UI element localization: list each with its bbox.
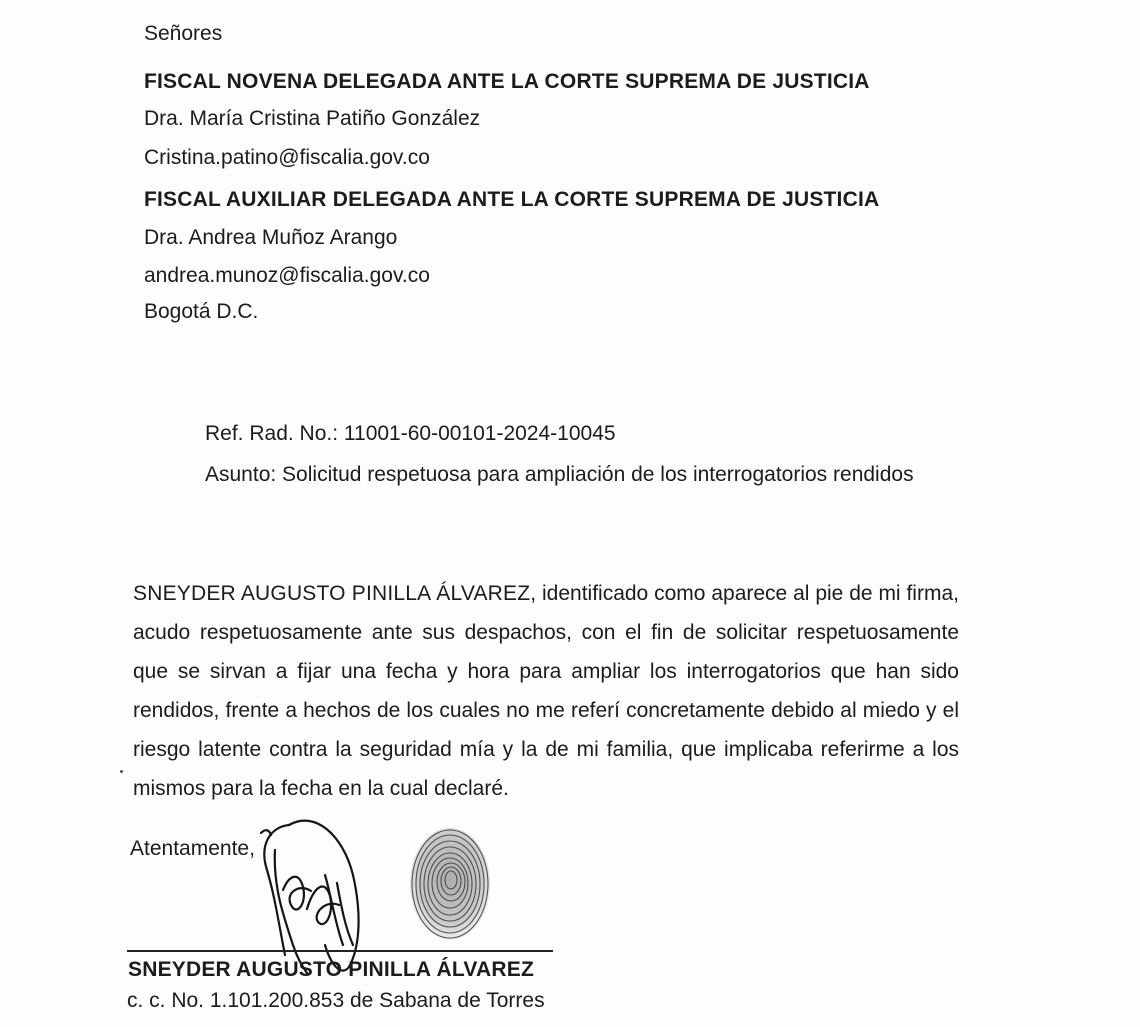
body-paragraph: [133, 574, 959, 808]
office1-email: Cristina.patino@fiscalia.gov.co: [144, 146, 430, 169]
salutation: Señores: [144, 22, 223, 45]
office1-title: FISCAL NOVENA DELEGADA ANTE LA CORTE SUPREMA DE JUSTICIA: [144, 70, 870, 93]
body-text: , identificado como aparece al pie de mi firma, acudo respetuosamente ante sus despachos, con el fin de solicitar respetuosamente que se sirvan a fijar una fecha y hora para ampliar los interrogatorios que han sido rendidos, frente a hechos de los cuales no me referí concretamente debido al miedo y el riesgo latente contra la seguridad mía y la de mi familia, que implicaba referirme a los mismos para la fecha en la cual declaré.: [133, 582, 959, 800]
office2-title: FISCAL AUXILIAR DELEGADA ANTE LA CORTE SUPREMA DE JUSTICIA: [144, 188, 880, 211]
subject: Asunto: Solicitud respetuosa para ampliación de los interrogatorios rendidos: [205, 463, 914, 486]
stray-mark: [120, 770, 123, 773]
city: Bogotá D.C.: [144, 300, 259, 323]
reference-number: Ref. Rad. No.: 11001-60-00101-2024-10045: [205, 422, 616, 445]
signature-line: [127, 950, 553, 952]
office2-name: Dra. Andrea Muñoz Arango: [144, 226, 398, 249]
fingerprint-image: [405, 822, 495, 949]
signer-id: c. c. No. 1.101.200.853 de Sabana de Torres: [127, 989, 545, 1012]
body-lead-name: SNEYDER AUGUSTO PINILLA ÁLVAREZ: [133, 582, 531, 605]
office2-email: andrea.munoz@fiscalia.gov.co: [144, 264, 430, 287]
signer-name: SNEYDER AUGUSTO PINILLA ÁLVAREZ: [128, 958, 534, 981]
office1-name: Dra. María Cristina Patiño González: [144, 107, 481, 130]
closing-greeting: Atentamente,: [130, 837, 255, 860]
